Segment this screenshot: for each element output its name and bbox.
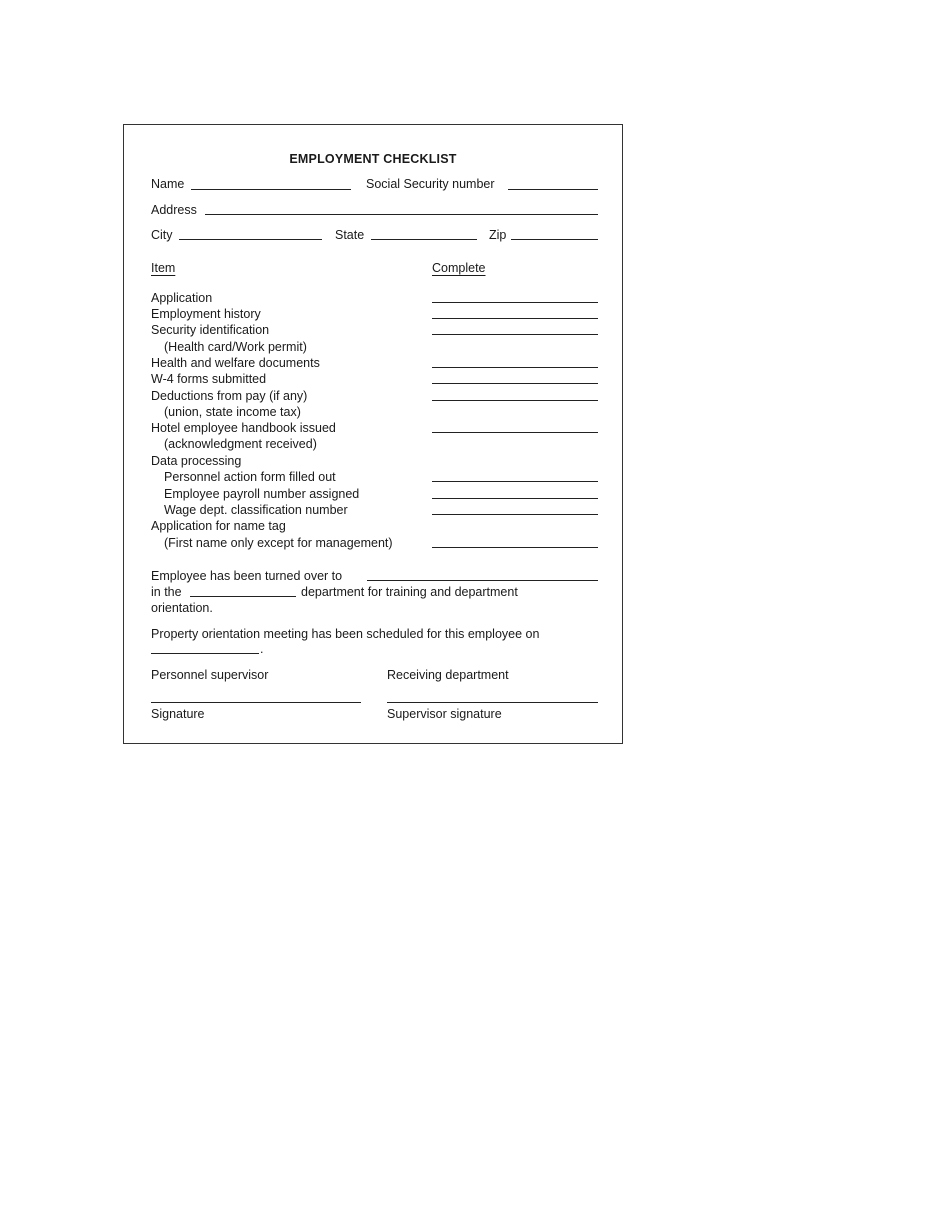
list-item-subtext: (union, state income tax)	[164, 405, 301, 419]
list-item: Hotel employee handbook issued	[151, 421, 336, 435]
list-item: Wage dept. classification number	[164, 503, 348, 517]
address-label: Address	[151, 203, 197, 217]
item-column-header: Item	[151, 261, 176, 275]
complete-field-line[interactable]	[432, 400, 598, 401]
list-item: Health and welfare documents	[151, 356, 320, 370]
zip-label: Zip	[489, 228, 507, 242]
complete-field-line[interactable]	[432, 432, 598, 433]
signature-field-line[interactable]	[151, 702, 361, 703]
list-item-subtext: (Health card/Work permit)	[164, 340, 307, 354]
list-item-subtext: (acknowledgment received)	[164, 437, 317, 451]
list-item: Application for name tag	[151, 519, 286, 533]
orientation-text: orientation.	[151, 601, 213, 615]
complete-field-line[interactable]	[432, 302, 598, 303]
form-title: EMPLOYMENT CHECKLIST	[289, 152, 457, 166]
name-label: Name	[151, 177, 185, 191]
employment-checklist-form	[123, 124, 623, 744]
meeting-text: Property orientation meeting has been scheduled for this employee on	[151, 627, 540, 641]
zip-field-line[interactable]	[511, 239, 598, 240]
city-label: City	[151, 228, 173, 242]
city-field-line[interactable]	[179, 239, 322, 240]
complete-field-line[interactable]	[432, 334, 598, 335]
list-item: Deductions from pay (if any)	[151, 389, 308, 403]
complete-field-line[interactable]	[432, 481, 598, 482]
department-text: department for training and department	[301, 585, 518, 599]
list-item: Employment history	[151, 307, 261, 321]
complete-field-line[interactable]	[432, 547, 598, 548]
meeting-period: .	[260, 642, 264, 656]
receiving-department-label: Receiving department	[387, 668, 509, 682]
state-label: State	[335, 228, 365, 242]
list-item: Security identification	[151, 323, 270, 337]
complete-field-line[interactable]	[432, 318, 598, 319]
supervisor-signature-field-line[interactable]	[387, 702, 598, 703]
turned-over-label: Employee has been turned over to	[151, 569, 343, 583]
complete-column-header: Complete	[432, 261, 486, 275]
list-item: Personnel action form filled out	[164, 470, 336, 484]
supervisor-signature-label: Supervisor signature	[387, 707, 502, 721]
list-item: Application	[151, 291, 213, 305]
state-field-line[interactable]	[371, 239, 477, 240]
complete-field-line[interactable]	[432, 514, 598, 515]
ssn-label: Social Security number	[366, 177, 495, 191]
list-item-subtext: (First name only except for management)	[164, 536, 393, 550]
signature-label: Signature	[151, 707, 205, 721]
list-item: Data processing	[151, 454, 242, 468]
complete-field-line[interactable]	[432, 383, 598, 384]
address-field-line[interactable]	[205, 214, 598, 215]
ssn-field-line[interactable]	[508, 189, 598, 190]
list-item: Employee payroll number assigned	[164, 487, 360, 501]
complete-field-line[interactable]	[432, 367, 598, 368]
turned-over-field-line[interactable]	[367, 580, 598, 581]
meeting-date-field-line[interactable]	[151, 653, 259, 654]
personnel-supervisor-label: Personnel supervisor	[151, 668, 269, 682]
department-field-line[interactable]	[190, 596, 296, 597]
name-field-line[interactable]	[191, 189, 351, 190]
in-the-label: in the	[151, 585, 182, 599]
complete-field-line[interactable]	[432, 498, 598, 499]
list-item: W-4 forms submitted	[151, 372, 267, 386]
